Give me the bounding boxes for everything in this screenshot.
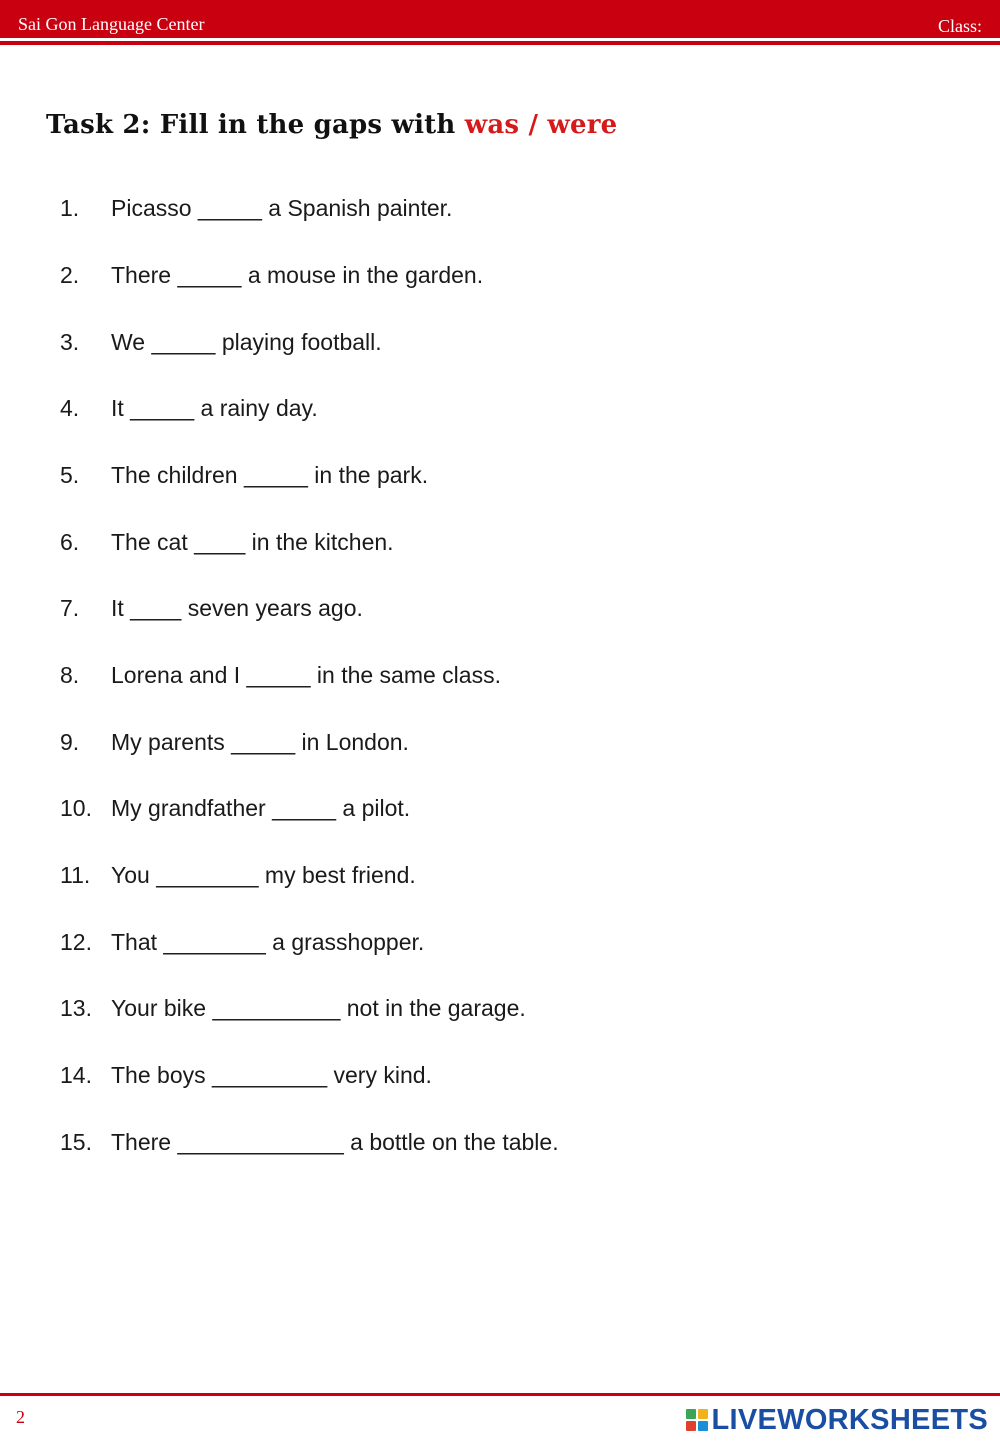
header-divider	[0, 41, 1000, 45]
task-title-highlight: was / were	[464, 110, 618, 140]
item-text: My grandfather _____ a pilot.	[111, 795, 411, 821]
list-item	[0, 795, 1000, 835]
item-number: 8.	[60, 662, 80, 688]
item-number: 15.	[60, 1129, 92, 1155]
list-item	[0, 995, 1000, 1035]
brand-name: LIVEWORKSHEETS	[711, 1403, 988, 1436]
list-item	[0, 595, 1000, 635]
item-number: 5.	[60, 462, 80, 488]
task-title	[46, 110, 617, 140]
task-title-prefix: Task 2: Fill in the gaps with	[46, 110, 465, 140]
item-number: 1.	[60, 195, 80, 221]
item-text: We _____ playing football.	[111, 329, 382, 355]
list-item	[0, 529, 1000, 569]
list-item	[0, 395, 1000, 435]
item-text: Picasso _____ a Spanish painter.	[111, 195, 453, 221]
item-number: 13.	[60, 995, 92, 1021]
header-center-name: Sai Gon Language Center	[18, 14, 205, 34]
item-number: 2.	[60, 262, 80, 288]
list-item	[0, 662, 1000, 702]
item-text: Your bike __________ not in the garage.	[111, 995, 526, 1021]
item-text: My parents _____ in London.	[111, 729, 409, 755]
item-text: It ____ seven years ago.	[111, 595, 363, 621]
item-text: The cat ____ in the kitchen.	[111, 529, 394, 555]
item-number: 10.	[60, 795, 92, 821]
item-number: 6.	[60, 529, 80, 555]
item-text: It _____ a rainy day.	[111, 395, 318, 421]
list-item	[0, 862, 1000, 902]
list-item	[0, 1129, 1000, 1169]
footer-divider	[0, 1393, 1000, 1396]
item-number: 7.	[60, 595, 80, 621]
header-class-label: Class:	[937, 16, 982, 36]
item-text: You ________ my best friend.	[111, 862, 416, 888]
item-number: 4.	[60, 395, 80, 421]
brand-grid-icon	[686, 1409, 708, 1431]
list-item	[0, 462, 1000, 502]
item-text: There _____________ a bottle on the table.	[111, 1129, 559, 1155]
item-text: The children _____ in the park.	[111, 462, 429, 488]
brand-logo	[686, 1402, 989, 1438]
list-item	[0, 1062, 1000, 1102]
item-text: That ________ a grasshopper.	[111, 929, 425, 955]
list-item	[0, 329, 1000, 369]
item-number: 11.	[60, 862, 91, 888]
item-number: 14.	[60, 1062, 92, 1088]
page-number: 2	[16, 1407, 25, 1427]
list-item	[0, 929, 1000, 969]
list-item	[0, 729, 1000, 769]
list-item	[0, 195, 1000, 235]
item-number: 9.	[60, 729, 80, 755]
item-text: There _____ a mouse in the garden.	[111, 262, 484, 288]
item-text: Lorena and I _____ in the same class.	[111, 662, 501, 688]
item-number: 3.	[60, 329, 80, 355]
list-item	[0, 262, 1000, 302]
item-number: 12.	[60, 929, 92, 955]
item-text: The boys _________ very kind.	[111, 1062, 432, 1088]
